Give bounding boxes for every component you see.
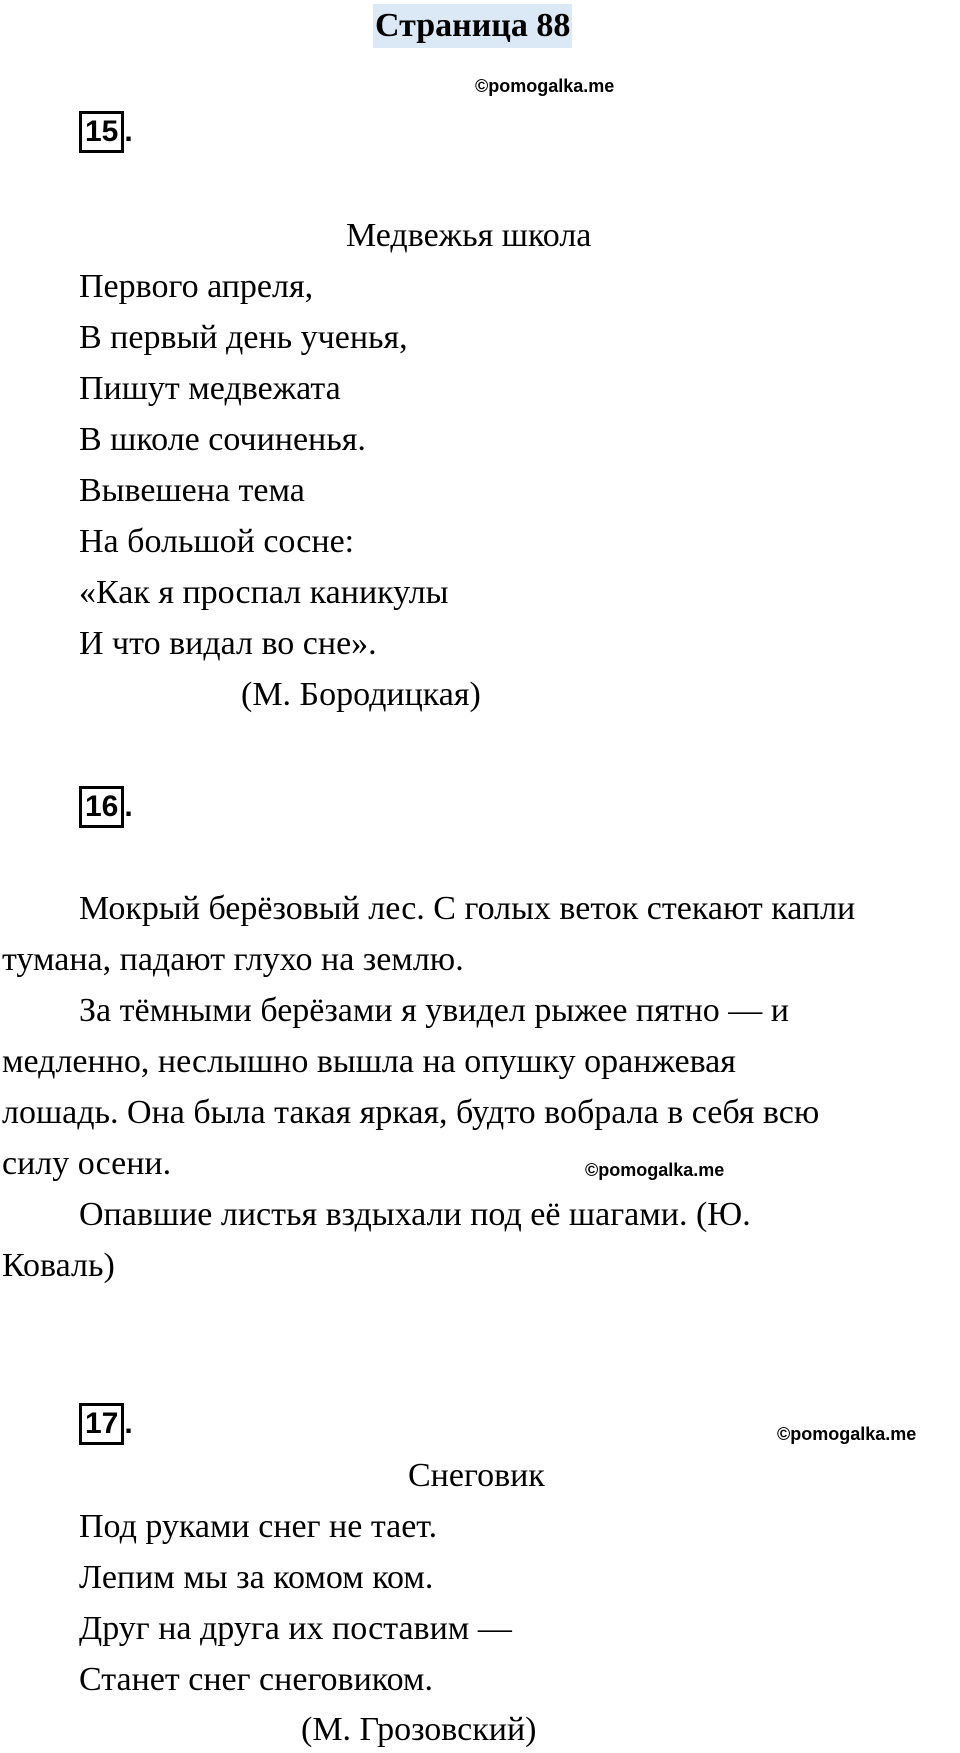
prose-line: лошадь. Она была такая яркая, будто вобрала в себя всю: [2, 1094, 820, 1131]
poem-line: Лепим мы за комом ком.: [79, 1559, 434, 1596]
task-number-punct: .: [124, 115, 133, 148]
watermark: ©pomogalka.me: [475, 76, 615, 96]
task-number-box: 17: [79, 1403, 124, 1445]
page-title: Страница 88: [373, 4, 572, 48]
poem-author: (М. Грозовский): [301, 1711, 537, 1748]
poem-line: «Как я проспал каникулы: [79, 574, 449, 611]
prose-line: тумана, падают глухо на землю.: [2, 941, 464, 978]
watermark: ©pomogalka.me: [585, 1160, 725, 1180]
poem-line: И что видал во сне».: [79, 625, 377, 662]
prose-line: силу осени.: [2, 1145, 172, 1182]
poem-title: Снеговик: [408, 1457, 545, 1494]
task-number-punct: .: [124, 790, 133, 823]
prose-line: Мокрый берёзовый лес. С голых веток стекают капли: [79, 890, 856, 927]
prose-line: медленно, неслышно вышла на опушку оранжевая: [2, 1043, 736, 1080]
watermark: ©pomogalka.me: [777, 1424, 917, 1444]
poem-line: В первый день ученья,: [79, 319, 408, 356]
task-number-16: [79, 786, 133, 828]
prose-line: Коваль): [2, 1247, 115, 1284]
poem-line: Друг на друга их поставим —: [79, 1610, 512, 1647]
task-number-punct: .: [124, 1407, 133, 1440]
poem-line: На большой сосне:: [79, 523, 355, 560]
poem-author: (М. Бородицкая): [241, 676, 481, 713]
task-number-box: 16: [79, 786, 124, 828]
poem-title: Медвежья школа: [346, 217, 592, 254]
poem-line: Первого апреля,: [79, 268, 314, 305]
poem-line: В школе сочиненья.: [79, 421, 366, 458]
task-number-17: [79, 1403, 133, 1445]
prose-line: За тёмными берёзами я увидел рыжее пятно — и: [79, 992, 789, 1029]
task-number-box: 15: [79, 111, 124, 153]
prose-line: Опавшие листья вздыхали под её шагами. (Ю.: [79, 1196, 751, 1233]
poem-line: Под руками снег не тает.: [79, 1508, 438, 1545]
poem-line: Станет снег снеговиком.: [79, 1661, 433, 1698]
poem-line: Вывешена тема: [79, 472, 305, 509]
poem-line: Пишут медвежата: [79, 370, 341, 407]
task-number-15: [79, 111, 133, 153]
